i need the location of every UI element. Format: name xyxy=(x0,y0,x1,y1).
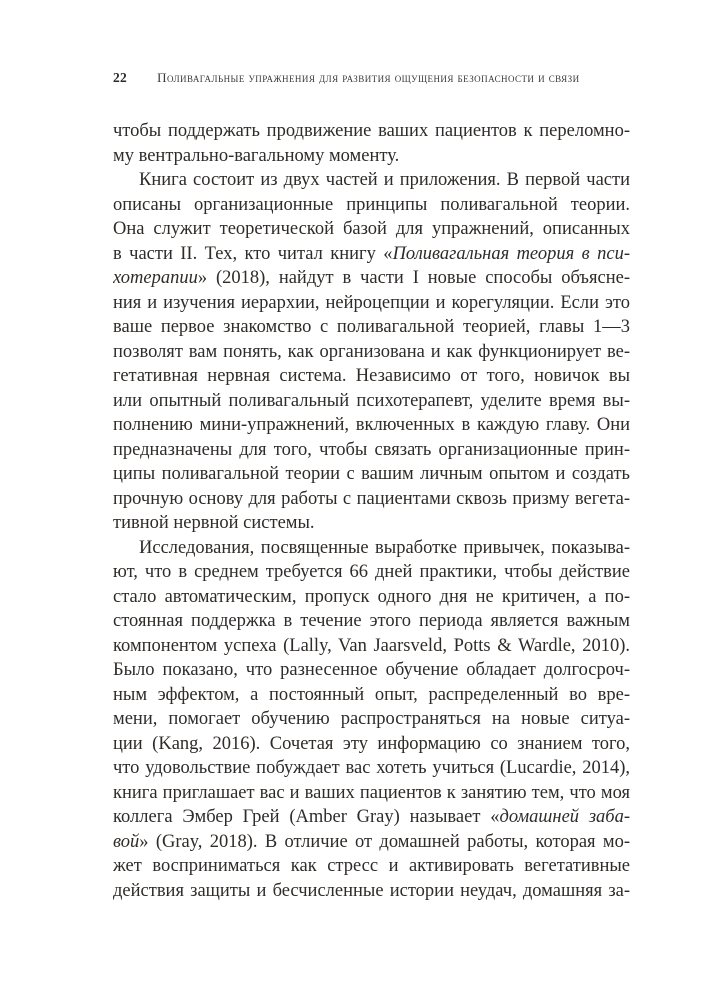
running-title: Поливагальные упражнения для развития ощущения безопасности и связи xyxy=(157,70,580,85)
text-line xyxy=(113,144,630,169)
text-segment: » (Gray, 2018). В отличие от домашней работы, которая мо- xyxy=(139,831,630,852)
text-line xyxy=(113,879,630,904)
text-line xyxy=(113,462,630,487)
text-segment: ют, что в среднем требуется 66 дней практики, чтобы действие xyxy=(113,562,630,582)
text-segment: полнению мини-упражнений, включенных в каждую главу. Они xyxy=(113,415,630,435)
text-segment: действия защиты и бесчисленные истории неудач, домашняя за- xyxy=(113,880,630,901)
text-line xyxy=(113,609,630,634)
text-segment: предназначены для того, чтобы связать организационные прин- xyxy=(113,439,630,460)
text-line xyxy=(113,389,630,414)
text-segment: стоянная поддержка в течение этого периода является важным xyxy=(113,611,630,631)
text-line xyxy=(113,781,630,806)
text-segment: позволят вам понять, как организована и как функционирует ве- xyxy=(113,341,630,362)
text-segment: ваше первое знакомство с поливагальной теорией, главы 1—3 xyxy=(113,317,630,337)
text-line xyxy=(113,438,630,463)
text-segment: Исследования, посвященные выработке привычек, показыва- xyxy=(139,537,630,558)
text-line xyxy=(113,511,630,536)
text-line xyxy=(113,707,630,732)
text-segment: Она служит теоретической базой для упражнений, описанных xyxy=(113,219,630,239)
text-segment: прочную основу для работы с пациентами сквозь призму вегета- xyxy=(113,488,630,509)
text-line xyxy=(113,340,630,365)
text-line xyxy=(113,119,630,144)
page-body xyxy=(113,119,630,903)
text-segment: чтобы поддержать продвижение ваших пациентов к переломно- xyxy=(113,121,630,141)
text-segment: компонентом успеха (Lally, Van Jaarsveld, Potts & Wardle, 2010). xyxy=(113,635,630,656)
text-segment: стало автоматическим, пропуск одного дня не критичен, а по- xyxy=(113,586,630,607)
paragraph xyxy=(113,168,630,536)
text-segment: ции (Kang, 2016). Сочетая эту информацию со знанием того, xyxy=(113,733,630,754)
running-header xyxy=(113,70,635,86)
text-line xyxy=(113,536,630,561)
text-line xyxy=(113,291,630,316)
italic-text: Поливагальная теория в пси- xyxy=(392,243,630,264)
text-line xyxy=(113,830,630,855)
text-segment: что удовольствие побуждает вас хотеть учиться (Lucardie, 2014), xyxy=(113,758,630,778)
text-segment: Книга состоит из двух частей и приложения. В первой части xyxy=(139,170,630,190)
text-line xyxy=(113,560,630,585)
text-segment: ципы поливагальной теории с вашим личным опытом и создать xyxy=(113,464,630,484)
text-segment: описаны организационные принципы поливагальной теории. xyxy=(113,194,630,215)
text-segment: му вентрально-вагальному моменту. xyxy=(113,145,400,166)
text-line xyxy=(113,658,630,683)
italic-text: вой xyxy=(113,831,140,852)
italic-text: хотерапии xyxy=(113,268,198,288)
text-segment: тивной нервной системы. xyxy=(113,513,315,533)
paragraph xyxy=(113,119,630,168)
text-segment: жет восприниматься как стресс и активировать вегетативные xyxy=(113,856,630,876)
text-segment: мени, помогает обучению распространяться на новые ситуа- xyxy=(113,709,630,729)
text-line xyxy=(113,683,630,708)
text-segment: Было показано, что разнесенное обучение обладает долгосроч- xyxy=(113,660,630,680)
page-number: 22 xyxy=(113,70,128,85)
text-line xyxy=(113,266,630,291)
italic-text: домашней заба- xyxy=(499,807,630,827)
text-segment: ным эффектом, а постоянный опыт, распределенный во вре- xyxy=(113,684,630,705)
text-segment: гетативная нервная система. Независимо от того, новичок вы xyxy=(113,366,630,386)
text-line xyxy=(113,242,630,267)
text-line xyxy=(113,315,630,340)
text-line xyxy=(113,364,630,389)
text-segment: коллега Эмбер Грей (Amber Gray) называет « xyxy=(113,807,500,827)
text-segment: ния и изучения иерархии, нейроцепции и корегуляции. Если это xyxy=(113,292,630,313)
text-line xyxy=(113,487,630,512)
text-line xyxy=(113,585,630,610)
text-line xyxy=(113,217,630,242)
text-line xyxy=(113,805,630,830)
text-line xyxy=(113,168,630,193)
text-line xyxy=(113,732,630,757)
text-line xyxy=(113,854,630,879)
paragraph xyxy=(113,536,630,904)
text-segment: в части II. Тех, кто читал книгу « xyxy=(113,243,393,264)
text-line xyxy=(113,756,630,781)
text-line xyxy=(113,413,630,438)
text-segment: книга приглашает вас и ваших пациентов к занятию тем, что моя xyxy=(113,782,630,803)
text-line xyxy=(113,193,630,218)
text-line xyxy=(113,634,630,659)
text-segment: или опытный поливагальный психотерапевт, уделите время вы- xyxy=(113,390,630,411)
text-segment: » (2018), найдут в части I новые способы объясне- xyxy=(197,268,630,288)
